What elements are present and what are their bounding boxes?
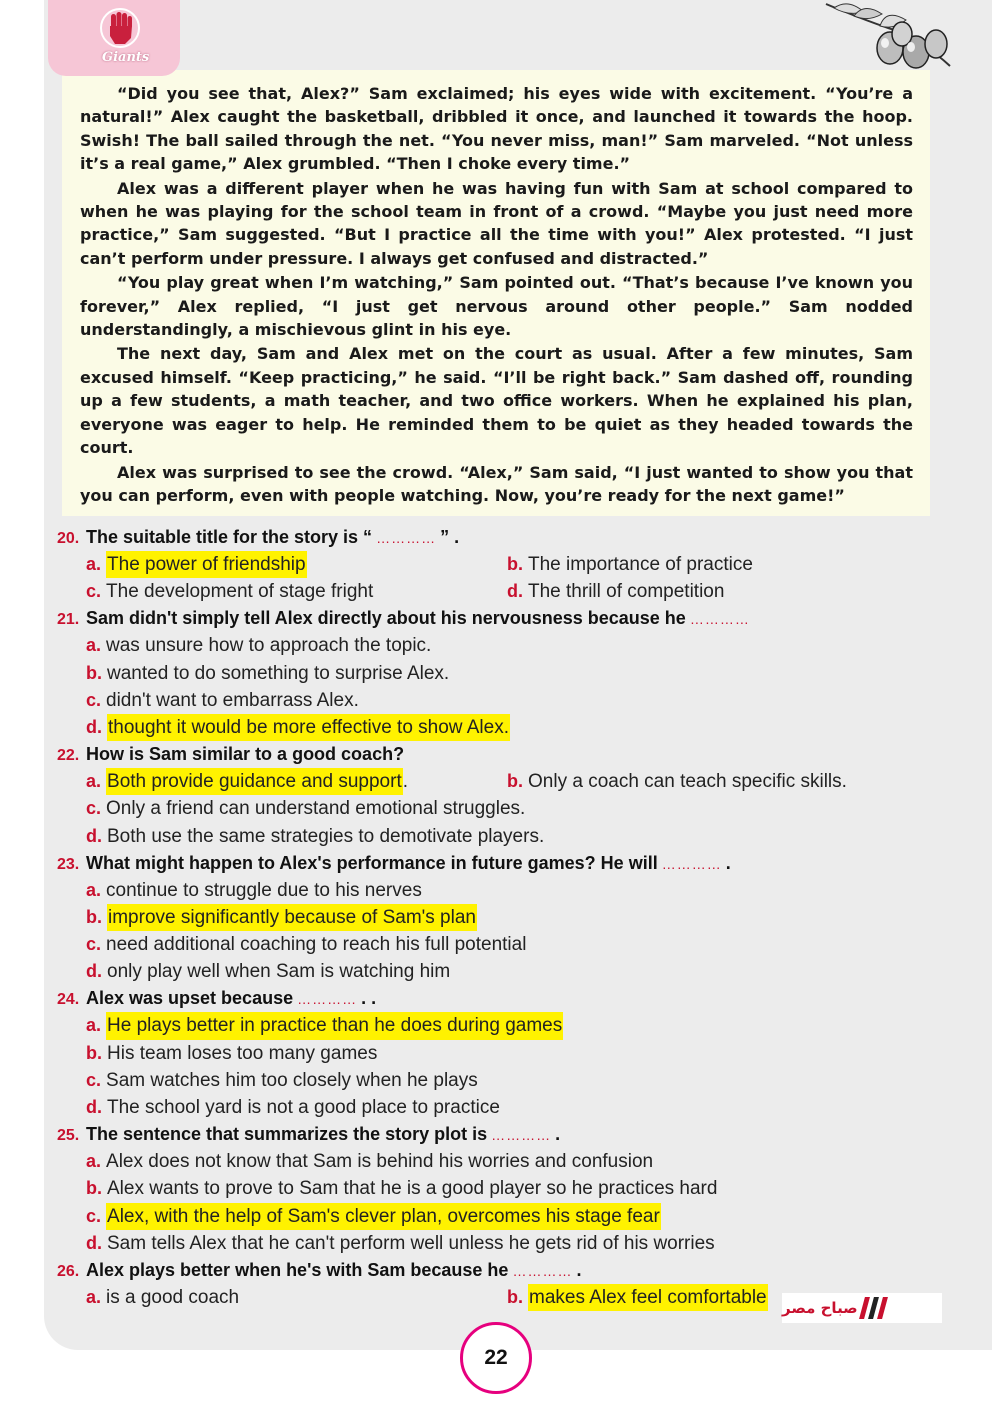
option-c[interactable] [86, 1067, 478, 1094]
option-letter: c. [86, 689, 102, 710]
option-b[interactable] [86, 1175, 717, 1202]
option-text: Sam watches him too closely when he plays [106, 1069, 478, 1091]
story-passage [80, 82, 913, 508]
option-letter: d. [86, 1232, 102, 1253]
option-letter: a. [86, 635, 102, 656]
blank: ………… [297, 991, 358, 1008]
option-text: The development of stage fright [106, 581, 374, 603]
option-d[interactable] [86, 823, 544, 850]
option-text: The school yard is not a good place to practice [107, 1097, 500, 1118]
watermark [782, 1293, 942, 1323]
option-c[interactable] [86, 931, 526, 958]
option-text: wanted to do something to surprise Alex. [107, 662, 450, 684]
question-text: The suitable title for the story is “ [86, 527, 373, 547]
blank: ………… [689, 611, 750, 628]
fist-icon [100, 6, 140, 52]
question-number: 21. [57, 611, 80, 629]
option-d[interactable] [86, 714, 510, 741]
option-letter: b. [86, 1042, 102, 1063]
option-letter: b. [86, 1178, 102, 1199]
question-text: What might happen to Alex's performance in future games? He will [86, 852, 658, 873]
question-stem [57, 850, 937, 877]
page-number: 22 [460, 1322, 532, 1394]
option-letter: b. [86, 662, 102, 683]
blank: ………… [661, 855, 722, 872]
option-letter: c. [86, 581, 102, 602]
option-b[interactable] [86, 660, 449, 687]
logo [48, 0, 180, 76]
option-text: The thrill of competition [528, 581, 725, 603]
question-stem [57, 985, 937, 1012]
option-text: only play well when Sam is watching him [107, 961, 451, 983]
paragraph: The next day, Sam and Alex met on the court as usual. After a few minutes, Sam excused himself. “Keep practicing,” he said. “I’ll be right back.” Sam dashed off, rounding up a few students, a math teacher, and two office workers. When he explained his plan, everyone was eager to help. He reminded them to be quiet as they headed towards the court. [80, 344, 913, 458]
option-text: continue to struggle due to his nerves [106, 879, 422, 901]
option-text-highlighted: thought it would be more effective to show Alex. [107, 714, 510, 741]
option-b[interactable] [507, 1284, 768, 1311]
option-letter: d. [86, 1097, 102, 1117]
option-text: Sam tells Alex that he can't perform well unless he gets rid of his worries [107, 1232, 715, 1254]
option-text-highlighted: He plays better in practice than he does during games [106, 1012, 563, 1039]
blank: ………… [512, 1262, 573, 1279]
option-letter: a. [86, 554, 102, 574]
question-tail: . . [361, 988, 377, 1009]
option-text: need additional coaching to reach his full potential [106, 934, 527, 956]
option-b[interactable] [507, 768, 847, 795]
question-number: 25. [57, 1127, 80, 1145]
question-text: The sentence that summarizes the story plot is [86, 1124, 488, 1145]
option-c[interactable] [86, 687, 359, 714]
olive-branch-illustration [824, 0, 952, 80]
option-b[interactable] [507, 551, 753, 578]
option-letter: c. [86, 934, 102, 955]
option-c[interactable] [86, 1203, 661, 1230]
option-letter: d. [507, 581, 523, 602]
question-number: 20. [57, 530, 80, 547]
question-number: 22. [57, 747, 80, 765]
question-tail: . [576, 1259, 582, 1280]
paragraph: Alex was a different player when he was having fun with Sam at school compared to when he was playing for the school team in front of a crowd. “Maybe you just need more practice,” Sam suggested. “But I practice all the time with you!” Alex protested. “I just can’t perform under pressure. I always get confused and distracted.” [80, 178, 913, 268]
question-stem [57, 1121, 937, 1148]
question-tail: ” . [440, 527, 460, 547]
option-letter: a. [86, 1151, 102, 1172]
option-letter: d. [86, 716, 102, 737]
option-letter: b. [86, 906, 102, 927]
option-trailing-period: . [402, 771, 409, 793]
question-stem [57, 1257, 937, 1284]
option-letter: b. [507, 554, 523, 574]
option-letter: d. [86, 825, 102, 846]
question-tail: . [555, 1124, 561, 1145]
option-b[interactable] [86, 1040, 377, 1067]
option-letter: b. [507, 771, 523, 792]
option-text: His team loses too many games [107, 1042, 378, 1064]
question-text: Alex plays better when he's with Sam because he [86, 1259, 509, 1280]
option-d[interactable] [86, 1230, 715, 1257]
option-a[interactable] [86, 768, 507, 795]
option-letter: c. [86, 1205, 102, 1226]
option-text-highlighted: The power of friendship [106, 551, 307, 578]
question-22 [57, 741, 937, 850]
watermark-text: صباح مصر [782, 1299, 858, 1317]
watermark-bar-icon [877, 1297, 888, 1319]
question-stem [57, 524, 937, 551]
option-text: Only a coach can teach specific skills. [528, 771, 847, 793]
option-text: didn't want to embarrass Alex. [106, 689, 359, 711]
option-text: was unsure how to approach the topic. [106, 635, 432, 657]
question-text: Alex was upset because [86, 988, 294, 1009]
question-number: 26. [57, 1262, 80, 1280]
question-23 [57, 850, 937, 986]
paragraph: “Did you see that, Alex?” Sam exclaimed; his eyes wide with excitement. “You’re a natural!” Alex caught the basketball, dribbled it once, and launched it towards the hoop. Swish! The ball sailed through the net. “You never miss, man!” Sam marveled. “Not unless it’s a real game,” Alex grumbled. “Then I choke every time.” [80, 84, 913, 174]
option-text: Both use the same strategies to demotivate players. [107, 825, 545, 847]
option-letter: b. [507, 1286, 523, 1307]
option-c[interactable] [86, 578, 507, 605]
option-a[interactable] [86, 1284, 507, 1311]
question-number: 24. [57, 991, 80, 1009]
option-d[interactable] [507, 578, 724, 605]
option-letter: a. [86, 771, 102, 792]
option-a[interactable] [86, 877, 422, 904]
questions-list [57, 524, 937, 1311]
option-text-highlighted: improve significantly because of Sam's plan [107, 904, 477, 931]
blank: ………… [491, 1127, 552, 1144]
option-letter: a. [86, 1015, 102, 1036]
question-20 [57, 524, 937, 605]
option-a[interactable] [86, 551, 507, 578]
question-24 [57, 985, 937, 1121]
option-b[interactable] [86, 904, 477, 931]
question-25 [57, 1121, 937, 1257]
question-tail: . [725, 852, 731, 873]
question-text: Sam didn't simply tell Alex directly about his nervousness because he [86, 608, 686, 629]
paragraph: Alex was surprised to see the crowd. “Alex,” Sam said, “I just wanted to show you that you can perform, even with people watching. Now, you’re ready for the next game!” [80, 462, 913, 505]
question-number: 23. [57, 855, 80, 873]
question-stem [57, 741, 937, 768]
option-text-highlighted: Alex, with the help of Sam's clever plan, overcomes his stage fear [106, 1203, 661, 1230]
option-text: The importance of practice [528, 554, 753, 575]
option-text-highlighted: makes Alex feel comfortable [528, 1284, 768, 1311]
paragraph: “You play great when I’m watching,” Sam pointed out. “That’s because I’ve known you forever,” Alex replied, “I just get nervous around other people.” Sam nodded understandingly, a mischievous glint in his eye. [80, 273, 913, 340]
option-text: is a good coach [106, 1286, 240, 1308]
option-text-highlighted: Both provide guidance and support [106, 768, 403, 795]
option-d[interactable] [86, 958, 450, 985]
option-a[interactable] [86, 1012, 563, 1039]
option-text: Only a friend can understand emotional struggles. [106, 798, 526, 820]
option-letter: a. [86, 1286, 102, 1307]
option-letter: c. [86, 798, 102, 819]
question-stem [57, 605, 937, 632]
option-d[interactable] [86, 1094, 500, 1121]
option-a[interactable] [86, 632, 431, 659]
option-letter: d. [86, 961, 102, 982]
question-21 [57, 605, 937, 741]
question-text: How is Sam similar to a good coach? [86, 744, 405, 765]
option-letter: a. [86, 879, 102, 900]
blank: ………… [376, 530, 437, 546]
option-text: Alex wants to prove to Sam that he is a good player so he practices hard [107, 1178, 718, 1200]
option-letter: c. [86, 1069, 102, 1090]
logo-text: Giants [102, 50, 150, 65]
option-a[interactable] [86, 1148, 653, 1175]
option-c[interactable] [86, 795, 525, 822]
option-text: Alex does not know that Sam is behind his worries and confusion [106, 1151, 654, 1173]
